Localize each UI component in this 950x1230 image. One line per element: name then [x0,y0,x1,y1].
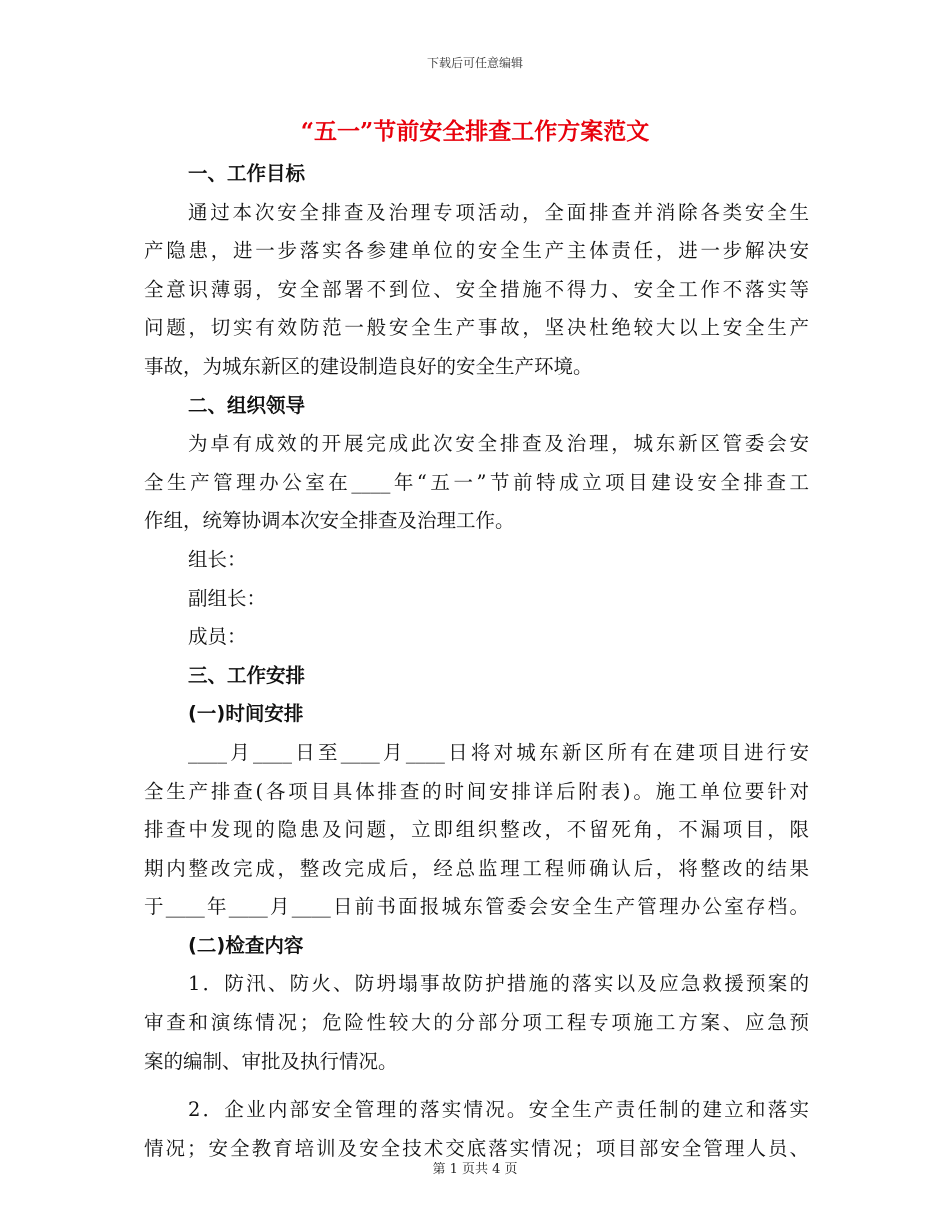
paragraph-gap [144,1081,809,1091]
paragraph-line: 问题，切实有效防范一般安全生产事故，坚决杜绝较大以上安全生产 [144,316,809,340]
paragraph-line: 为卓有成效的开展完成此次安全排查及治理，城东新区管委会安 [188,432,809,456]
paragraph-line: 2．企业内部安全管理的落实情况。安全生产责任制的建立和落实 [188,1098,809,1122]
paragraph-line: 事故，为城东新区的建设制造良好的安全生产环境。 [144,354,593,378]
section-heading: 一、工作目标 [188,162,306,185]
paragraph-line: 全生产管理办公室在____年“五一”节前特成立项目建设安全排查工 [144,470,809,494]
subsection-heading: (二)检查内容 [188,933,304,957]
member-line: 副组长： [188,586,267,610]
paragraph-line: 案的编制、审批及执行情况。 [144,1049,398,1073]
member-line: 成员： [188,625,247,649]
subsection-heading: (一)时间安排 [188,702,304,726]
paragraph-line: 审查和演练情况；危险性较大的分部分项工程专项施工方案、应急预 [144,1011,809,1035]
paragraph-line: 作组，统筹协调本次安全排查及治理工作。 [144,509,515,533]
paragraph-line: 于____年____月____日前书面报城东管委会安全生产管理办公室存档。 [144,895,809,919]
section-heading: 三、工作安排 [188,663,306,687]
paragraph-line: 通过本次安全排查及治理专项活动，全面排查并消除各类安全生 [188,200,809,224]
header-note: 下载后可任意编辑 [426,56,523,70]
page-footer: 第 1 页共 4 页 [432,1162,518,1177]
paragraph-line: 全生产排查(各项目具体排查的时间安排详后附表)。施工单位要针对 [144,779,809,803]
document-body [144,155,809,1168]
paragraph-line: 情况；安全教育培训及安全技术交底落实情况；项目部安全管理人员、 [144,1136,809,1160]
paragraph-line: 期内整改完成，整改完成后，经总监理工程师确认后，将整改的结果 [144,856,809,880]
member-line: 组长： [188,547,247,571]
document-title: “五一”节前安全排查工作方案范文 [300,118,650,145]
section-heading: 二、组织领导 [188,393,306,417]
paragraph-line: 全意识薄弱，安全部署不到位、安全措施不得力、安全工作不落实等 [144,277,809,301]
paragraph-line: 1．防汛、防火、防坍塌事故防护措施的落实以及应急救援预案的 [188,972,809,996]
paragraph-line: ____月____日至____月____日将对城东新区所有在建项目进行安 [188,740,809,764]
paragraph-line: 产隐患，进一步落实各参建单位的安全生产主体责任，进一步解决安 [144,239,809,263]
paragraph-line: 排查中发现的隐患及问题，立即组织整改，不留死角，不漏项目，限 [144,818,809,842]
